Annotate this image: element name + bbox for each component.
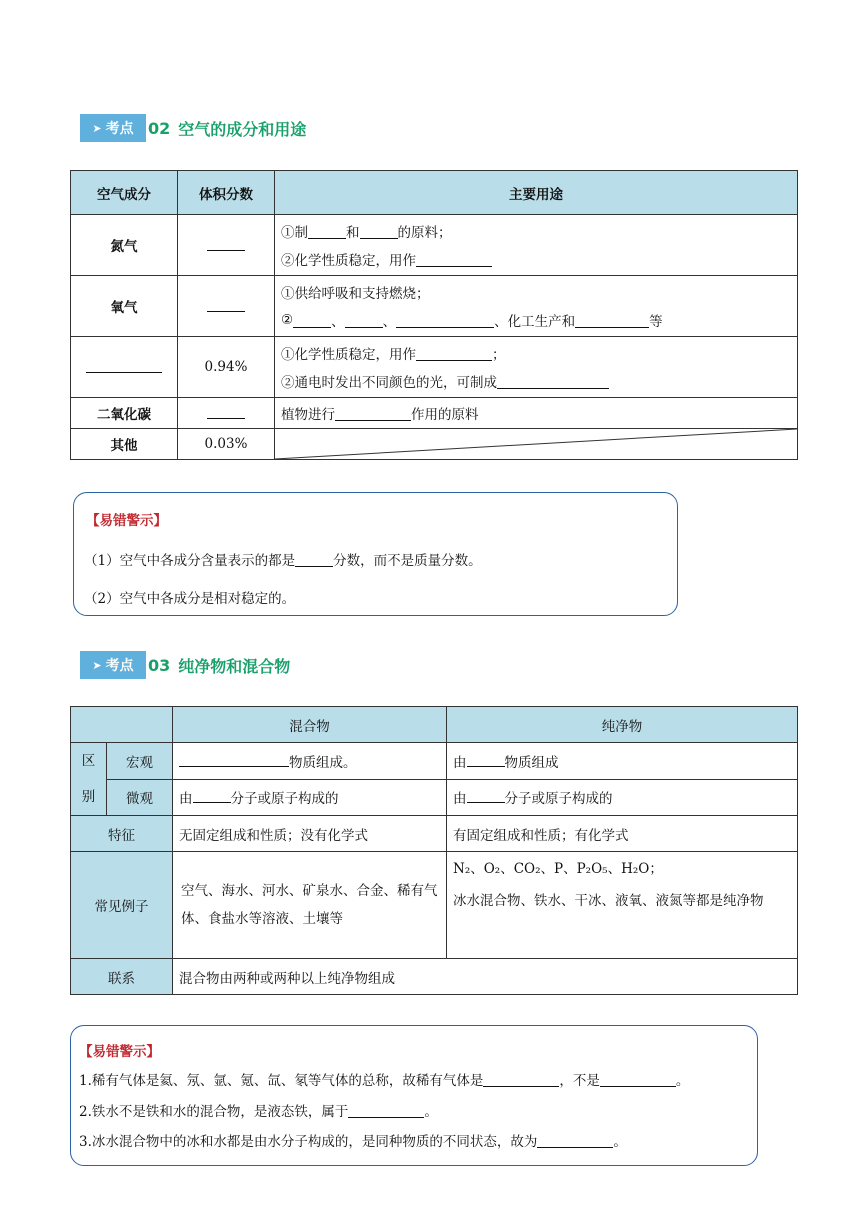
- warning-line: 1.稀有气体是氦、氖、氩、氪、氙、氡等气体的总称，故稀有气体是 ，不是 。: [79, 1073, 690, 1089]
- fraction-cell: [178, 276, 275, 337]
- air-composition-table: [70, 170, 798, 460]
- component-name: [71, 337, 178, 398]
- warning-line: 2.铁水不是铁和水的混合物，是液态铁，属于 。: [79, 1104, 438, 1120]
- table-row: [71, 429, 798, 460]
- row-label: 特征: [71, 816, 173, 852]
- section-title: 空气的成分和用途: [178, 119, 307, 139]
- component-name: 二氧化碳: [71, 398, 178, 429]
- row-label: 微观: [107, 779, 173, 816]
- warning-line: （1）空气中各成分含量表示的都是 分数，而不是质量分数。: [84, 553, 482, 569]
- col-header: 混合物: [173, 707, 447, 743]
- uses-cell: 植物进行 作用的原料: [275, 398, 798, 429]
- section-number: 03: [148, 655, 171, 675]
- section-title: 纯净物和混合物: [178, 656, 291, 676]
- table-row: [71, 337, 798, 398]
- col-header: 纯净物: [447, 707, 798, 743]
- table-cell: 混合物由两种或两种以上纯净物组成: [173, 959, 798, 995]
- section-badge: ➤ 考点: [80, 114, 146, 142]
- warning-box: [70, 1025, 758, 1166]
- row-label: 宏观: [107, 743, 173, 780]
- arrow-icon: ➤: [92, 121, 102, 135]
- row-label: 联系: [71, 959, 173, 995]
- example-text: 冰水混合物、铁水、干冰、液氧、液氮等都是纯净物: [453, 893, 764, 909]
- formula-line: N₂、O₂、CO₂、P、P₂O₅、H₂O；: [453, 861, 663, 877]
- section-number: 02: [148, 118, 171, 138]
- table-cell: 有固定组成和性质；有化学式: [447, 816, 798, 852]
- table-row: [71, 398, 798, 429]
- component-name: 氧气: [71, 276, 178, 337]
- table-row: [71, 959, 798, 995]
- uses-cell: ①供给呼吸和支持燃烧； ② 、 、 、化工生产和 等: [275, 276, 798, 337]
- col-header: 空气成分: [71, 171, 178, 215]
- difference-label: 区 别: [71, 743, 107, 816]
- fraction-cell: [178, 215, 275, 276]
- uses-cell: ①制 和 的原料； ②化学性质稳定，用作: [275, 215, 798, 276]
- warning-title: 【易错警示】: [79, 1044, 160, 1060]
- uses-cell: ①化学性质稳定，用作 ； ②通电时发出不同颜色的光，可制成: [275, 337, 798, 398]
- fraction-cell: [178, 398, 275, 429]
- mixture-table: [70, 706, 798, 995]
- table-row: [71, 276, 798, 337]
- table-cell: 由 物质组成: [447, 743, 798, 780]
- table-cell: [447, 852, 798, 959]
- col-header: 体积分数: [178, 171, 275, 215]
- warning-title: 【易错警示】: [86, 513, 167, 529]
- table-row: [71, 816, 798, 852]
- table-cell: 无固定组成和性质；没有化学式: [173, 816, 447, 852]
- table-row: [71, 215, 798, 276]
- table-cell: 空气、海水、河水、矿泉水、合金、稀有气体、食盐水等溶液、土壤等: [173, 852, 447, 959]
- col-header: 主要用途: [275, 171, 798, 215]
- section-03-header: [80, 650, 290, 680]
- warning-line: 3.冰水混合物中的冰和水都是由水分子构成的，是同种物质的不同状态，故为 。: [79, 1134, 627, 1150]
- table-row: [71, 852, 798, 959]
- section-badge: ➤ 考点: [80, 651, 146, 679]
- table-cell: 由 分子或原子构成的: [447, 779, 798, 816]
- arrow-icon: ➤: [92, 658, 102, 672]
- warning-box: [73, 492, 678, 616]
- table-cell: 由 分子或原子构成的: [173, 779, 447, 816]
- table-cell: 物质组成。: [173, 743, 447, 780]
- diagonal-line: [275, 429, 797, 459]
- fraction-cell: 0.94%: [178, 337, 275, 398]
- component-name: 氮气: [71, 215, 178, 276]
- warning-line: （2）空气中各成分是相对稳定的。: [84, 591, 296, 607]
- section-02-header: [80, 113, 306, 143]
- row-label: 常见例子: [71, 852, 173, 959]
- table-row: [71, 779, 798, 816]
- table-row: [71, 743, 798, 780]
- empty-diagonal-cell: [275, 429, 798, 460]
- fraction-cell: 0.03%: [178, 429, 275, 460]
- component-name: 其他: [71, 429, 178, 460]
- corner-cell: [71, 707, 173, 743]
